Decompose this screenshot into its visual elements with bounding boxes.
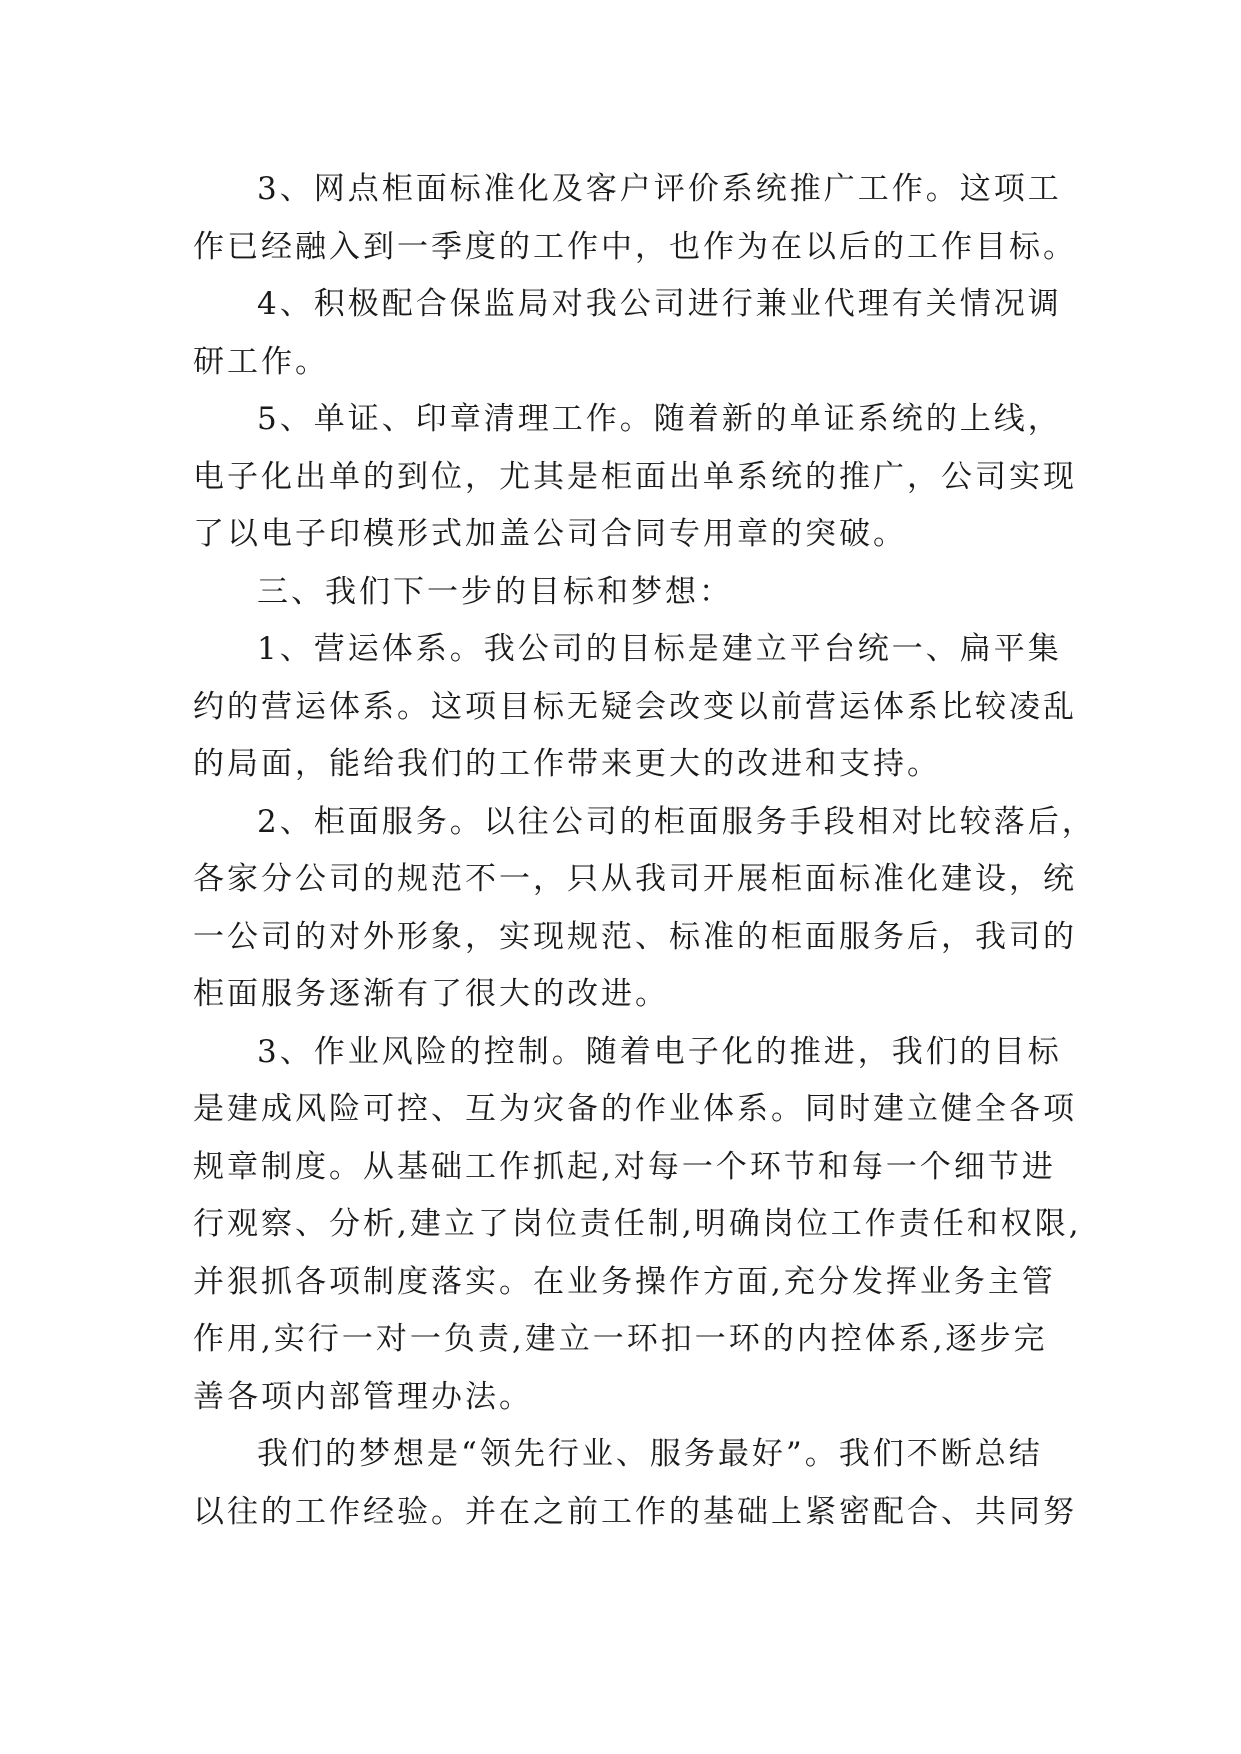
- text-line: 是建成风险可控、互为灾备的作业体系。同时建立健全各项: [193, 1091, 1077, 1127]
- text-line: 以往的工作经验。并在之前工作的基础上紧密配合、共同努: [193, 1493, 1077, 1530]
- text-line: 了以电子印模形式加盖公司合同专用章的突破。: [193, 516, 907, 552]
- text-line: 约的营运体系。这项目标无疑会改变以前营运体系比较凌乱: [193, 688, 1077, 725]
- text-line: 5、单证、印章清理工作。随着新的单证系统的上线，: [257, 401, 1062, 437]
- text-line: 3、作业风险的控制。随着电子化的推进，我们的目标: [257, 1033, 1062, 1070]
- text-line: 作已经融入到一季度的工作中，也作为在以后的工作目标。: [193, 228, 1077, 265]
- text-line: 并狠抓各项制度落实。在业务操作方面,充分发挥业务主管: [193, 1263, 1056, 1300]
- text-line: 作用,实行一对一负责,建立一环扣一环的内控体系,逐步完: [193, 1321, 1048, 1357]
- text-line: 1、营运体系。我公司的目标是建立平台统一、扁平集: [257, 631, 1062, 667]
- text-line: 研工作。: [193, 343, 329, 380]
- section-heading: 三、我们下一步的目标和梦想：: [257, 573, 733, 610]
- text-line: 3、网点柜面标准化及客户评价系统推广工作。这项工: [257, 171, 1062, 207]
- text-line: 4、积极配合保监局对我公司进行兼业代理有关情况调: [257, 286, 1062, 322]
- document-body: [193, 161, 1096, 1541]
- text-line: 2、柜面服务。以往公司的柜面服务手段相对比较落后，: [257, 803, 1096, 840]
- text-line: 的局面，能给我们的工作带来更大的改进和支持。: [193, 746, 941, 782]
- text-line: 我们的梦想是“领先行业、服务最好”。我们不断总结: [257, 1436, 1043, 1472]
- text-line: 各家分公司的规范不一，只从我司开展柜面标准化建设，统: [193, 861, 1077, 897]
- text-line: 电子化出单的到位，尤其是柜面出单系统的推广，公司实现: [193, 458, 1077, 495]
- text-line: 规章制度。从基础工作抓起,对每一个环节和每一个细节进: [193, 1148, 1056, 1185]
- text-line: 一公司的对外形象，实现规范、标准的柜面服务后，我司的: [193, 918, 1077, 955]
- text-line: 善各项内部管理办法。: [193, 1378, 533, 1415]
- text-line: 柜面服务逐渐有了很大的改进。: [193, 976, 669, 1012]
- text-line: 行观察、分析,建立了岗位责任制,明确岗位工作责任和权限,: [193, 1206, 1082, 1242]
